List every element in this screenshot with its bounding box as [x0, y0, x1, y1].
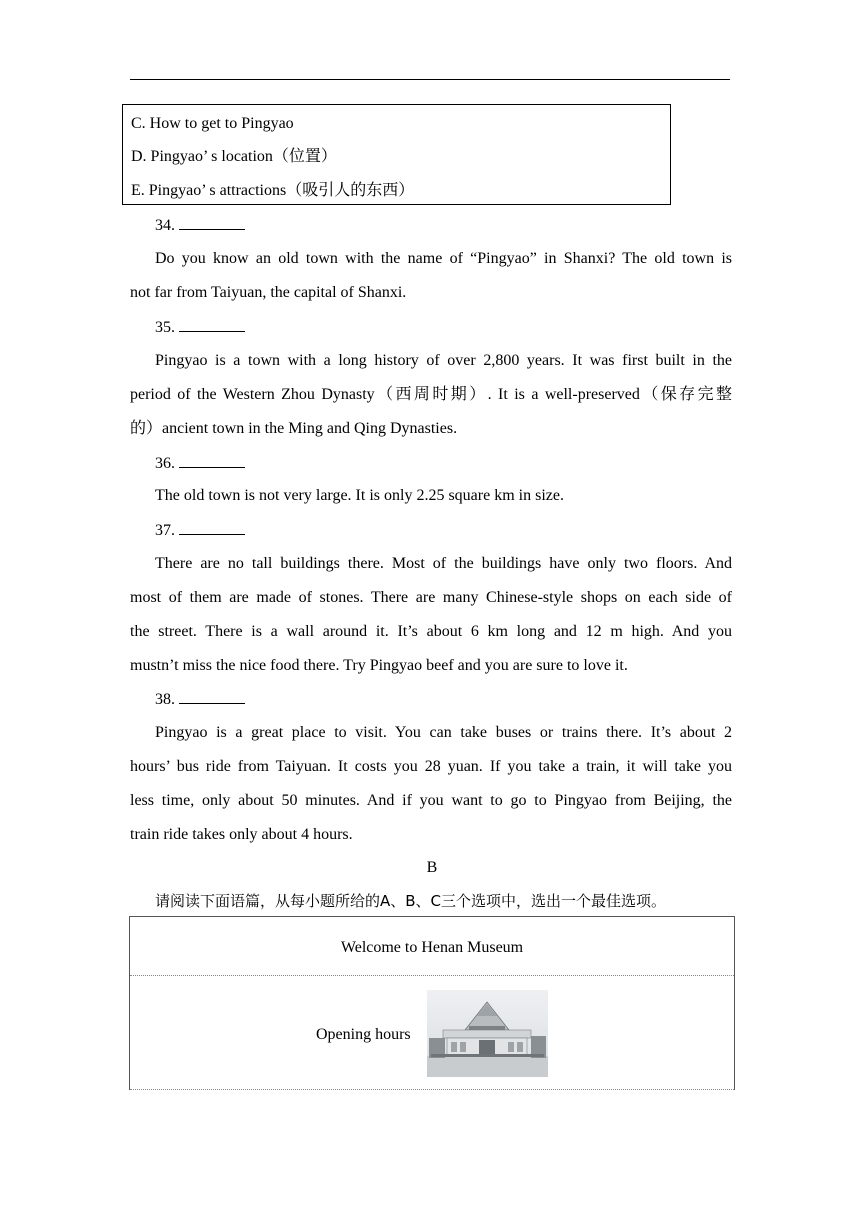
- answer-blank-38[interactable]: [179, 689, 245, 704]
- question-35: [155, 317, 732, 338]
- question-37: [155, 520, 732, 541]
- paragraph-38-line-3: less time, only about 50 minutes. And if you want to go to Pingyao from Beijing, the: [130, 792, 732, 809]
- museum-table: [129, 916, 735, 1090]
- paragraph-37-line-2: most of them are made of stones. There are many Chinese-style shops on each side of: [130, 589, 732, 606]
- section-b-instruction: 请阅读下面语篇，从每小题所给的A、B、C三个选项中，选出一个最佳选项。: [155, 892, 667, 910]
- options-box: [122, 104, 671, 205]
- section-b-heading: B: [426, 859, 438, 876]
- paragraph-35-line-2: period of the Western Zhou Dynasty（西周时期）. It is a well-preserved（保存完整: [130, 386, 732, 403]
- header-rule: [130, 79, 730, 80]
- paragraph-34-line-1: Do you know an old town with the name of “Pingyao” in Shanxi? The old town is: [155, 250, 732, 267]
- opening-hours-label: Opening hours: [316, 1026, 411, 1043]
- answer-blank-36[interactable]: [179, 453, 245, 468]
- question-number: 38.: [155, 691, 175, 708]
- paragraph-38-line-4: train ride takes only about 4 hours.: [130, 826, 353, 843]
- paragraph-35-line-1: Pingyao is a town with a long history of over 2,800 years. It was first built in the: [155, 352, 732, 369]
- answer-blank-34[interactable]: [179, 215, 245, 230]
- option-d: D. Pingyao’ s location（位置）: [131, 148, 337, 165]
- museum-building-photo: [427, 990, 548, 1077]
- question-number: 36.: [155, 455, 175, 472]
- question-38: [155, 689, 732, 710]
- paragraph-36-line-1: The old town is not very large. It is only 2.25 square km in size.: [155, 487, 564, 504]
- paragraph-38-line-2: hours’ bus ride from Taiyuan. It costs you 28 yuan. If you take a train, it will take you: [130, 758, 732, 775]
- option-c: C. How to get to Pingyao: [131, 115, 294, 132]
- answer-blank-37[interactable]: [179, 520, 245, 535]
- question-number: 34.: [155, 217, 175, 234]
- table-bottom-border: [130, 1089, 734, 1090]
- question-36: [155, 453, 732, 474]
- table-divider: [130, 975, 734, 976]
- paragraph-38-line-1: Pingyao is a great place to visit. You can take buses or trains there. It’s about 2: [155, 724, 732, 741]
- question-number: 35.: [155, 319, 175, 336]
- paragraph-34-line-2: not far from Taiyuan, the capital of Shanxi.: [130, 284, 407, 301]
- paragraph-37-line-4: mustn’t miss the nice food there. Try Pingyao beef and you are sure to love it.: [130, 657, 628, 674]
- option-e: E. Pingyao’ s attractions（吸引人的东西）: [131, 182, 415, 199]
- paragraph-37-line-1: There are no tall buildings there. Most of the buildings have only two floors. And: [155, 555, 732, 572]
- paragraph-37-line-3: the street. There is a wall around it. It’s about 6 km long and 12 m high. And you: [130, 623, 732, 640]
- answer-blank-35[interactable]: [179, 317, 245, 332]
- paragraph-35-line-3: 的）ancient town in the Ming and Qing Dynasties.: [130, 420, 458, 437]
- question-34: [155, 215, 732, 236]
- question-number: 37.: [155, 522, 175, 539]
- table-title: Welcome to Henan Museum: [340, 939, 524, 956]
